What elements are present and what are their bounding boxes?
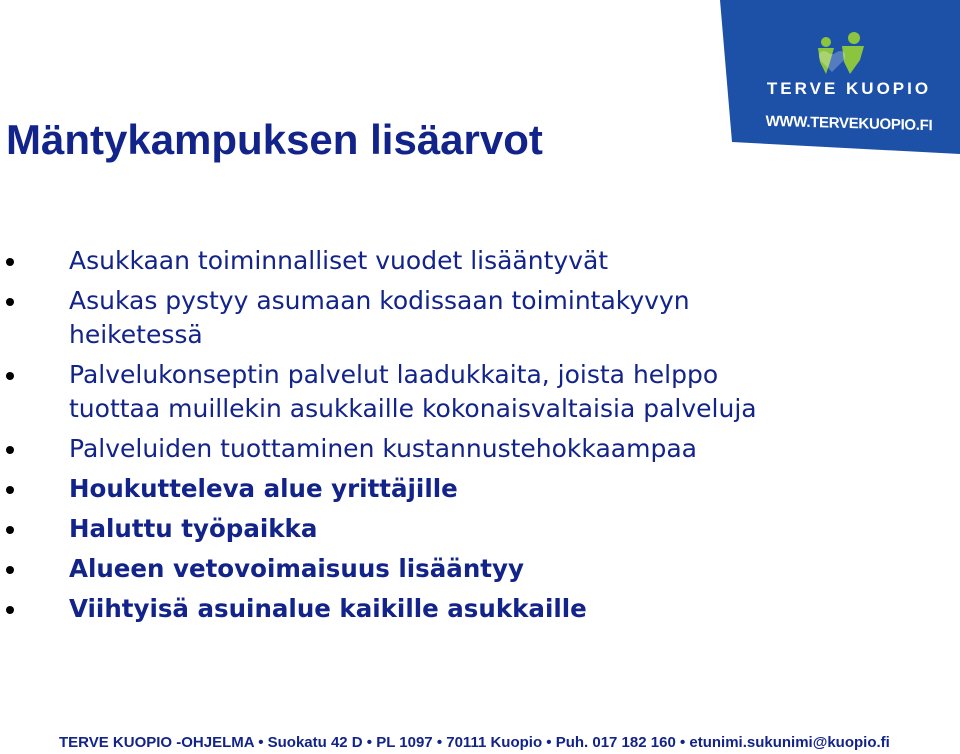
bullet-text-line: tuottaa muillekin asukkaille kokonaisvaltaisia palveluja	[69, 394, 757, 423]
bullet-text-line: Viihtyisä asuinalue kaikille asukkaille	[69, 594, 587, 623]
bullet-text-line: Asukkaan toiminnalliset vuodet lisääntyvät	[69, 246, 609, 275]
bullet-dot-icon	[6, 298, 14, 306]
bullet-dot-icon	[6, 606, 14, 614]
bullet-text-line: heiketessä	[69, 320, 203, 349]
logo-name: TERVE KUOPIO	[766, 79, 932, 98]
bullet-item	[0, 358, 900, 426]
bullet-item	[0, 472, 900, 506]
bullet-dot-icon	[6, 526, 14, 534]
bullet-list	[0, 244, 900, 632]
bullet-item	[0, 284, 900, 352]
bullet-dot-icon	[6, 486, 14, 494]
slide-title: Mäntykampuksen lisäarvot	[6, 116, 543, 163]
bullet-item	[0, 432, 900, 466]
bullet-dot-icon	[6, 372, 14, 380]
bullet-item	[0, 592, 900, 626]
bullet-text-line: Houkutteleva alue yrittäjille	[69, 474, 458, 503]
footer-contact: TERVE KUOPIO -OHJELMA • Suokatu 42 D • PL 1097 • 70111 Kuopio • Puh. 017 182 160 • etunimi.sukunimi@kuopio.fi	[59, 734, 890, 751]
bullet-dot-icon	[6, 446, 14, 454]
bullet-text-line: Palveluiden tuottaminen kustannustehokkaampaa	[69, 434, 697, 463]
bullet-item	[0, 552, 900, 586]
bullet-item	[0, 512, 900, 546]
bullet-text-line: Palvelukonseptin palvelut laadukkaita, joista helppo	[69, 360, 719, 389]
bullet-text-line: Haluttu työpaikka	[69, 514, 318, 543]
terve-kuopio-logo	[714, 0, 960, 156]
bullet-text-line: Asukas pystyy asumaan kodissaan toimintakyvyn	[69, 286, 690, 315]
bullet-text-line: Alueen vetovoimaisuus lisääntyy	[69, 554, 524, 583]
bullet-item	[0, 244, 900, 278]
bullet-dot-icon	[6, 566, 14, 574]
logo-url: WWW.TERVEKUOPIO.FI	[765, 112, 933, 135]
bullet-dot-icon	[6, 258, 14, 266]
